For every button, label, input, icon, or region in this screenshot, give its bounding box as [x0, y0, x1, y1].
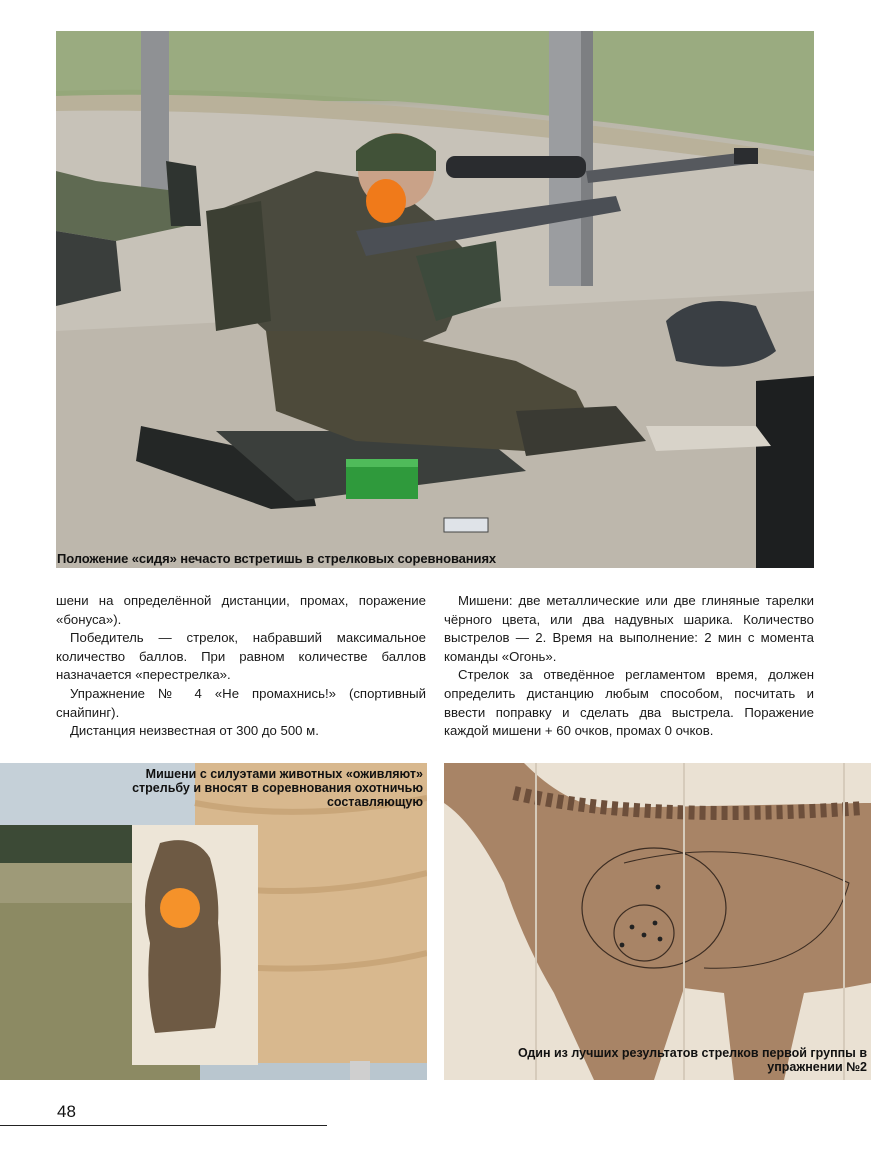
- shooter-illustration: [56, 31, 814, 568]
- paragraph: Мишени: две металлические или две глиняные тарелки чёрного цвета, или два надувных шарика. Количество выстрелов — 2. Время на выполнение: 2 мин с момента команды «Огонь».: [444, 593, 814, 664]
- paragraph: Дистанция неизвестная от 300 до 500 м.: [70, 723, 319, 739]
- balloon: [160, 888, 200, 928]
- marmot-target-illustration: [0, 763, 427, 1080]
- page-number: 48: [57, 1102, 76, 1121]
- paragraph: Упражнение № 4 «Не промахнись!» (спортивный снайпинг).: [56, 685, 426, 720]
- left-text-column: [56, 592, 426, 741]
- top-photo-caption: Положение «сидя» нечасто встретишь в стрелковых соревнованиях: [57, 551, 497, 566]
- animal-target-illustration: [444, 763, 871, 1080]
- footer-rule: [0, 1125, 327, 1126]
- earmuff: [366, 179, 406, 223]
- marmot-target-photo: [0, 763, 427, 1080]
- left-photo-caption: Мишени с силуэтами животных «оживляют» стрельбу и вносят в соревнования охотничью составляющую: [132, 767, 423, 809]
- shooter-photo: [56, 31, 814, 568]
- paragraph: шени на определённой дистанции, промах, поражение «бонуса»).: [56, 593, 426, 627]
- animal-target-photo: [444, 763, 871, 1080]
- right-text-column: [444, 592, 814, 741]
- paragraph: Победитель — стрелок, набравший максимальное количество баллов. При равном количестве баллов назначается «перестрелка».: [56, 630, 426, 683]
- right-photo-caption: Один из лучших результатов стрелков первой группы в упражнении №2: [517, 1046, 867, 1074]
- paragraph: Стрелок за отведённое регламентом время, должен определить дистанцию любым способом, посчитать и ввести поправку и сделать два выстрела. Поражение каждой мишени + 60 очков, промах 0 очков.: [444, 667, 814, 739]
